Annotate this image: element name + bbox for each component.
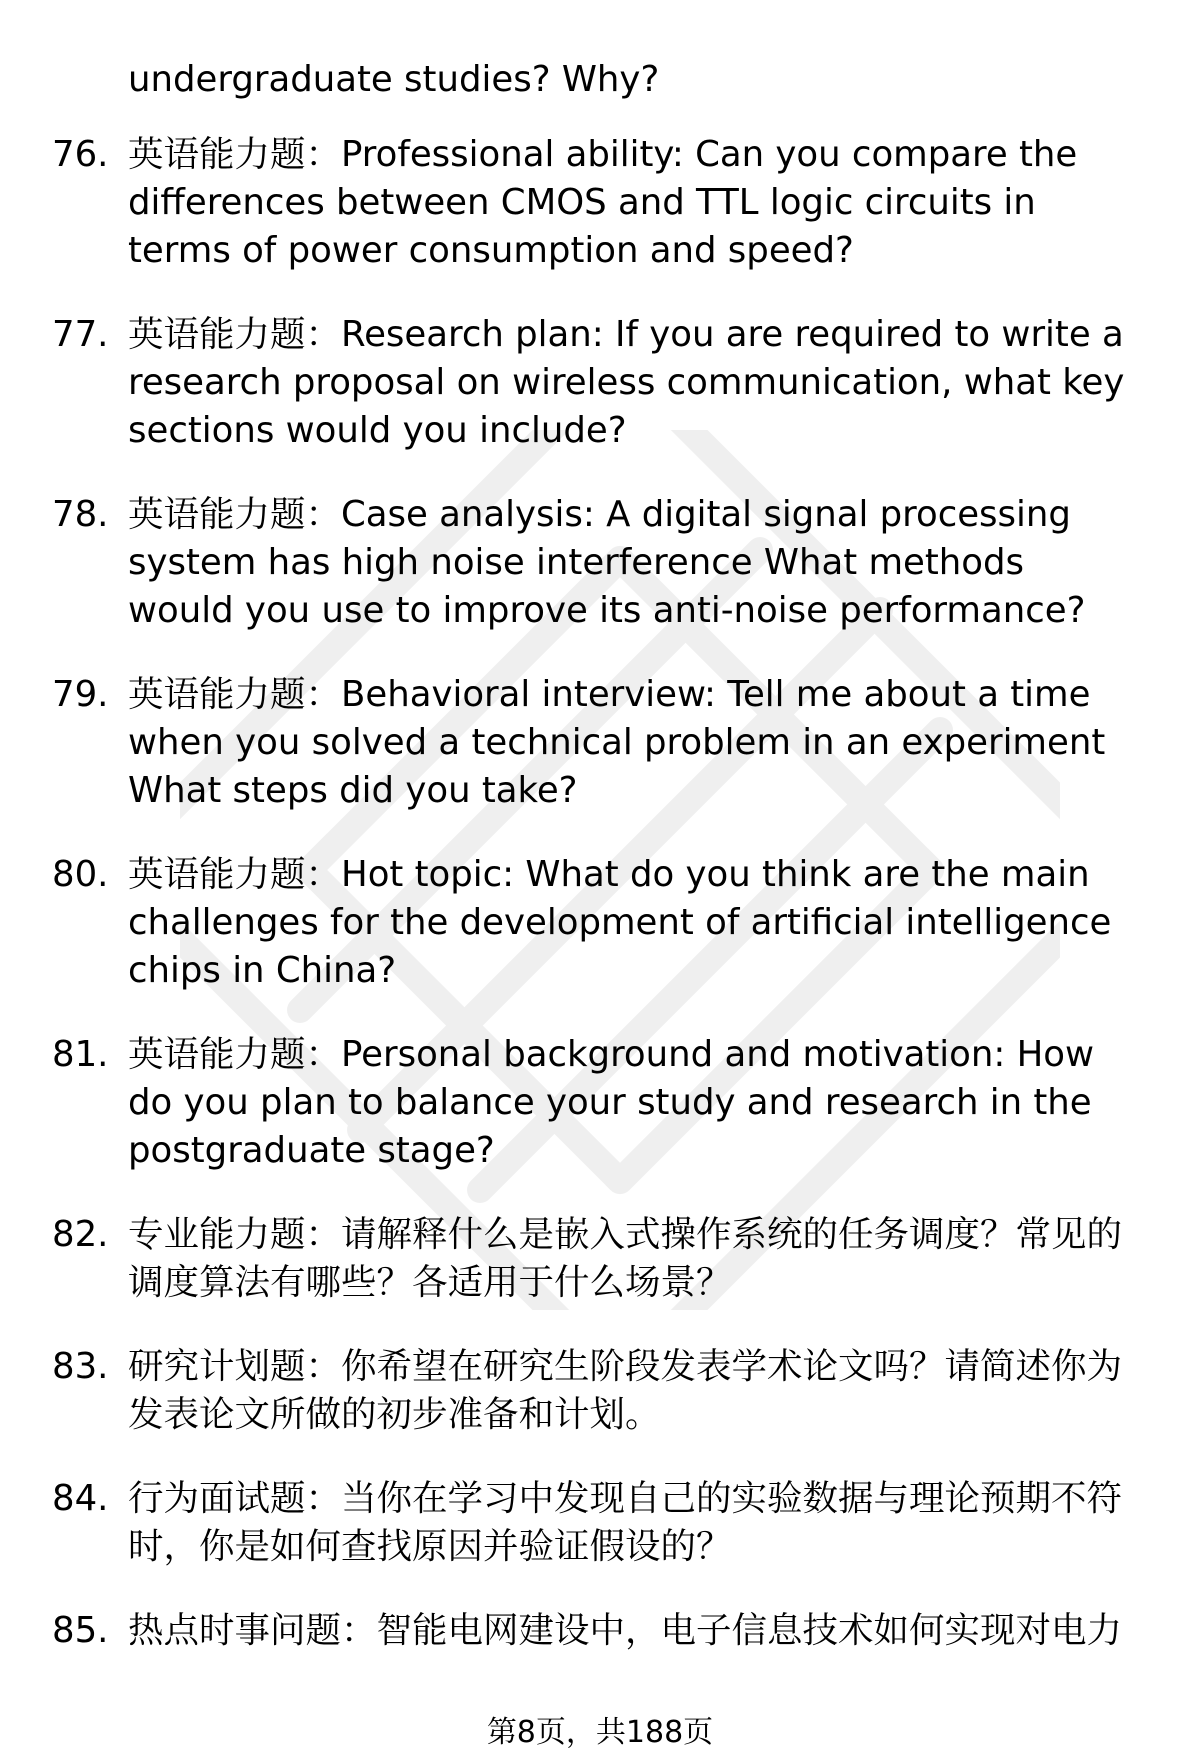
question-number: 84. <box>52 1478 109 1519</box>
question-item-76 <box>0 131 1138 275</box>
question-item-85 <box>0 1607 1138 1655</box>
question-number: 83. <box>52 1346 109 1387</box>
question-text: 专业能力题：请解释什么是嵌入式操作系统的任务调度？常见的调度算法有哪些？各适用于什么场景？ <box>128 1214 1123 1303</box>
question-text: 行为面试题：当你在学习中发现自己的实验数据与理论预期不符时，你是如何查找原因并验证假设的？ <box>128 1478 1123 1567</box>
question-text: 研究计划题：你希望在研究生阶段发表学术论文吗？请简述你为发表论文所做的初步准备和计划。 <box>128 1346 1123 1435</box>
question-number: 76. <box>52 134 109 175</box>
question-text: 英语能力题：Professional ability: Can you compare the differences between CMOS and TTL logic circuits in terms of power consumption and speed? <box>128 134 1078 271</box>
question-text: 英语能力题：Case analysis: A digital signal processing system has high noise interference What methods would you use to improve its anti-noise performance? <box>128 494 1086 631</box>
question-item-80 <box>0 851 1138 995</box>
question-text: 英语能力题：Behavioral interview: Tell me about a time when you solved a technical problem in an experiment What steps did you take? <box>128 674 1106 811</box>
continued-question-text: undergraduate studies? Why? <box>128 59 660 100</box>
question-number: 79. <box>52 674 109 715</box>
question-number: 80. <box>52 854 109 895</box>
question-text: 英语能力题：Research plan: If you are required to write a research proposal on wireless communication, what key sections would you include? <box>128 314 1125 451</box>
page-footer <box>0 1713 1200 1753</box>
question-item-84 <box>0 1475 1138 1571</box>
question-text: 英语能力题：Personal background and motivation: How do you plan to balance your study and research in the postgraduate stage? <box>128 1034 1095 1171</box>
question-item-83 <box>0 1343 1138 1439</box>
question-item-82 <box>0 1211 1138 1307</box>
question-list <box>0 131 1200 1691</box>
question-item-81 <box>0 1031 1138 1175</box>
question-number: 82. <box>52 1214 109 1255</box>
question-item-77 <box>0 311 1138 455</box>
page-number-label: 第8页，共188页 <box>486 1715 714 1750</box>
question-number: 78. <box>52 494 109 535</box>
question-item-78 <box>0 491 1138 635</box>
question-number: 81. <box>52 1034 109 1075</box>
question-text: 热点时事问题：智能电网建设中，电子信息技术如何实现对电力 <box>128 1610 1123 1651</box>
question-item-79 <box>0 671 1138 815</box>
question-text: 英语能力题：Hot topic: What do you think are the main challenges for the development of artificial intelligence chips in China? <box>128 854 1112 991</box>
question-number: 77. <box>52 314 109 355</box>
question-number: 85. <box>52 1610 109 1651</box>
